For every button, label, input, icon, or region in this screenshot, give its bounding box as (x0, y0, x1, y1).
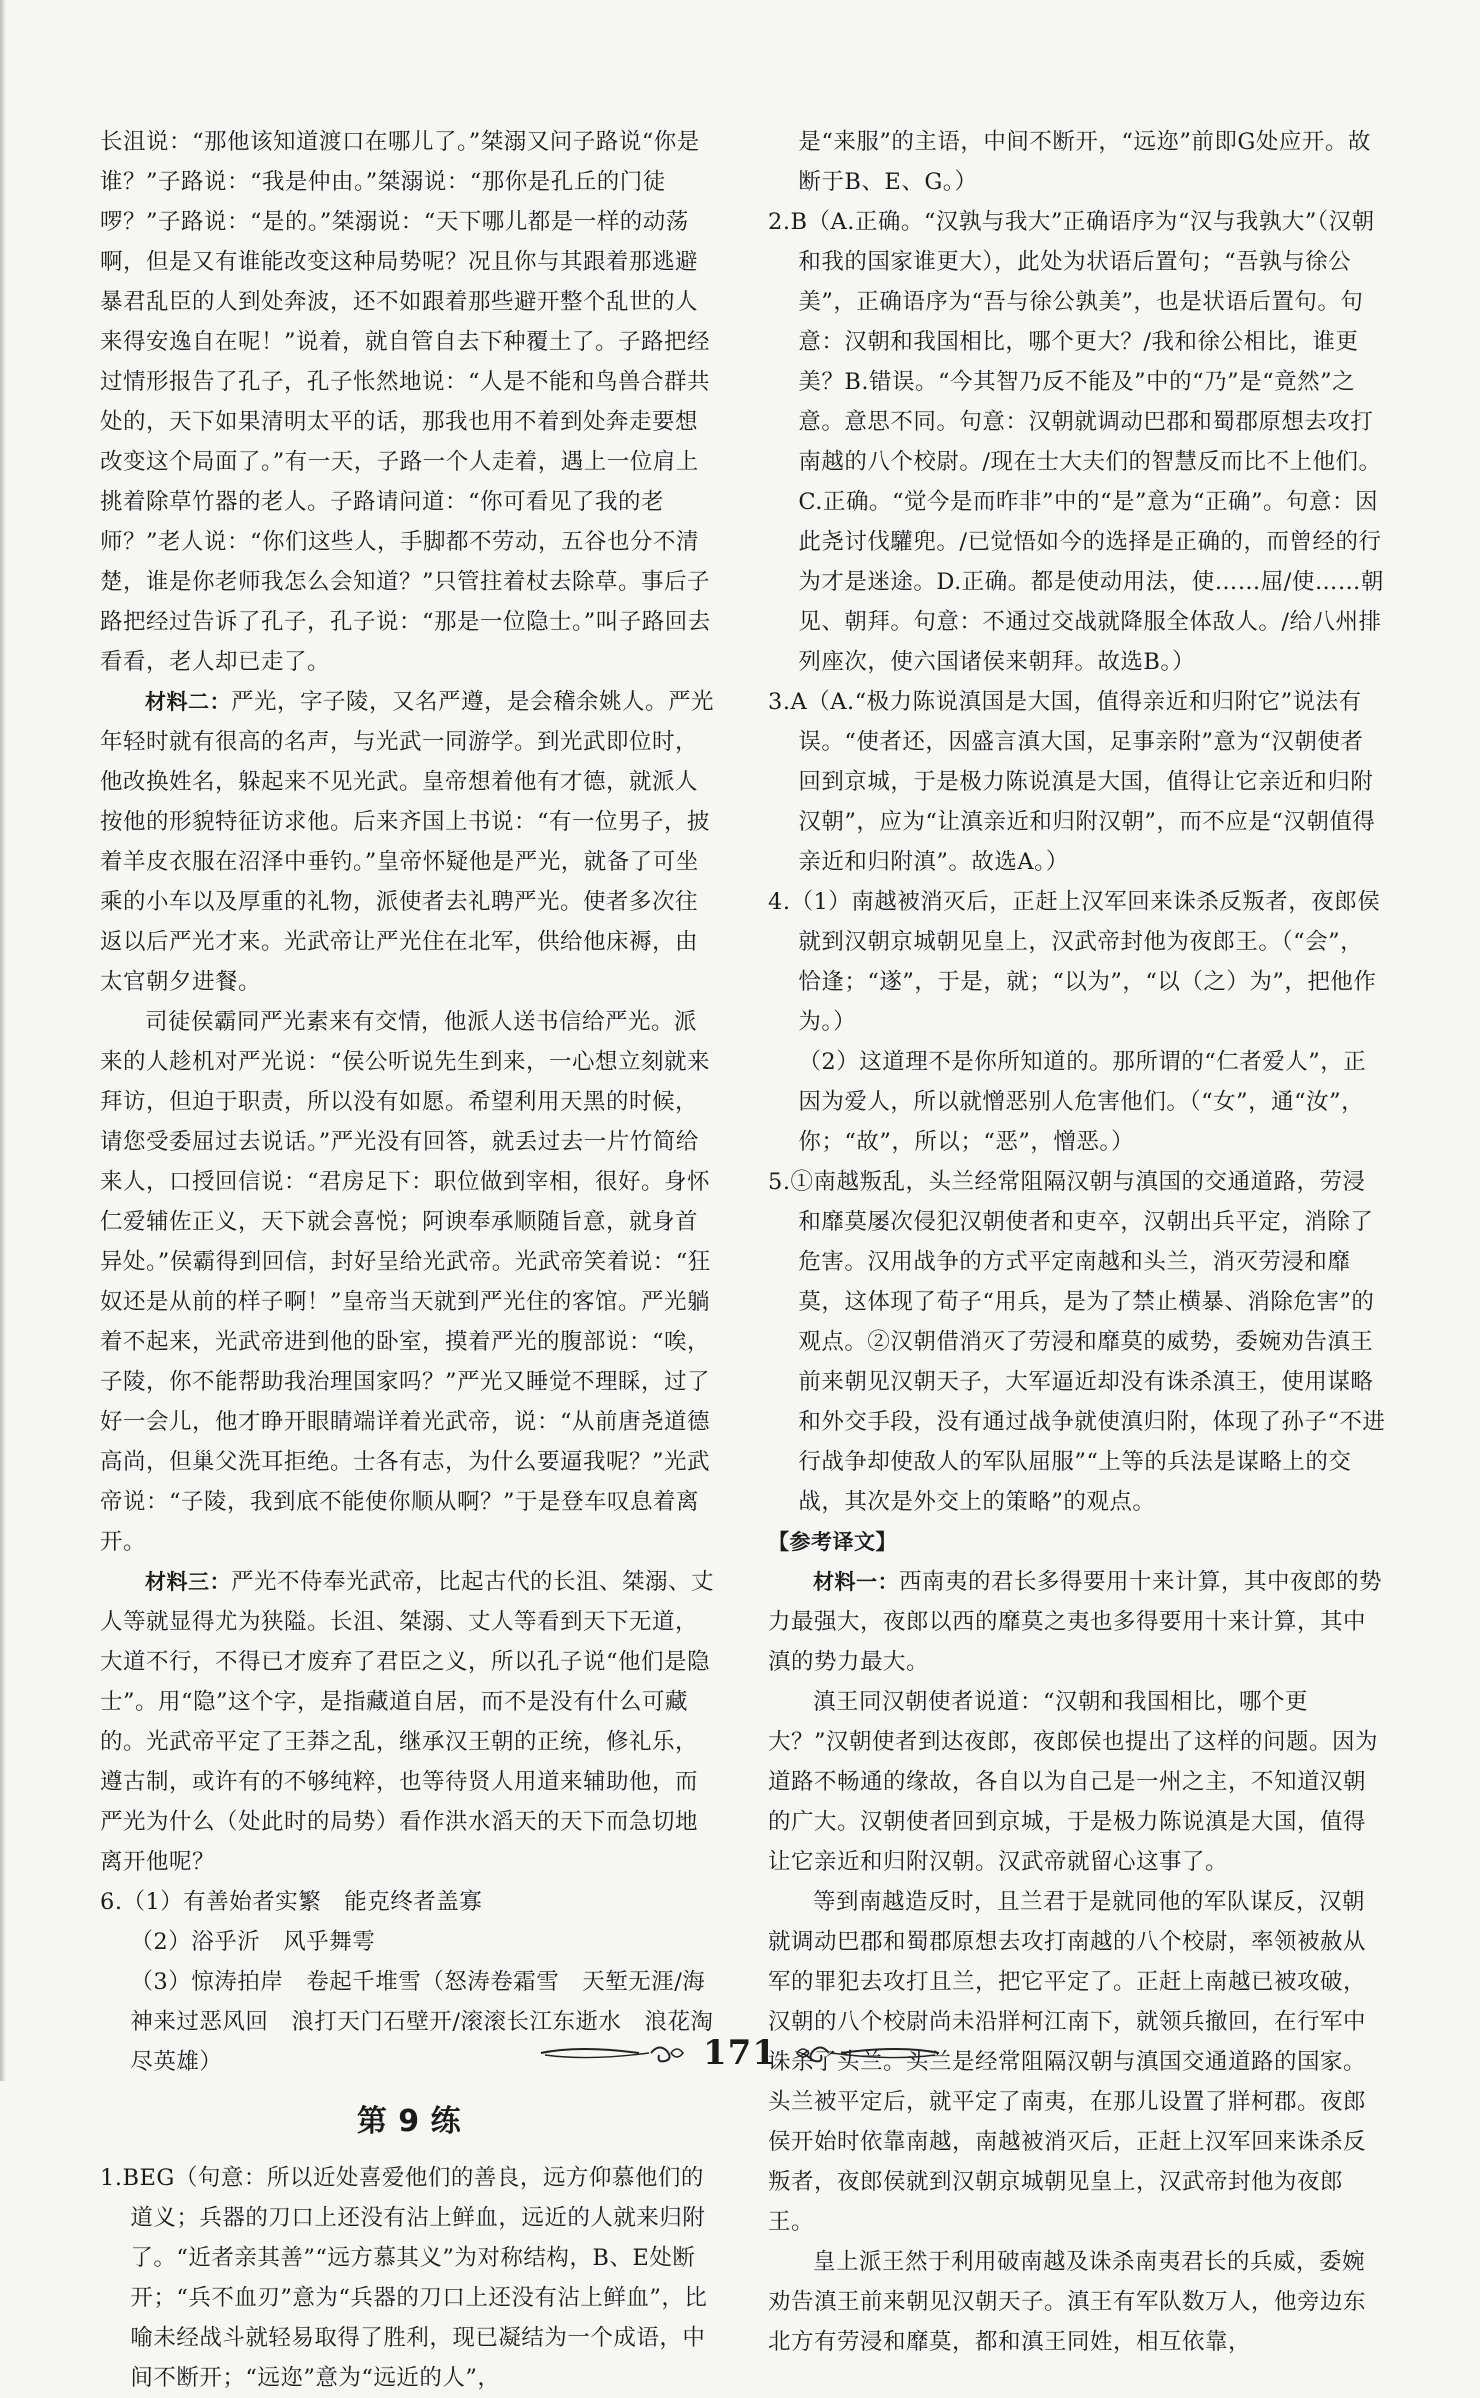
answer-1-continued: 是“来服”的主语，中间不断开，“远迩”前即G处应开。故断于B、E、G。） (798, 129, 1371, 195)
answer-4-2: （2）这道理不是你所知道的。那所谓的“仁者爱人”，正因为爱人，所以就憎恶别人危害他们。（“女”，通“汝”，你；“故”，所以；“恶”，憎恶。） (798, 1049, 1367, 1155)
material-text: 西南夷的君长多得要用十来计算，其中夜郎的势力最强大，夜郎以西的靡莫之夷也多得要用十来计算，其中滇的势力最大。 (768, 1569, 1383, 1675)
answer-6-3: （3）惊涛拍岸 卷起千堆雪（怒涛卷霜雪 天堑无涯/海神来过恶风回 浪打天门石壁开/滚滚长江东逝水 浪花淘尽英雄） (130, 1969, 714, 2075)
reference-translation-heading (768, 1522, 1386, 1562)
material-three (100, 1562, 718, 1882)
material-one (768, 1562, 1386, 1682)
answer-1: 1.BEG（句意：所以近处喜爱他们的善良，远方仰慕他们的道义；兵器的刀口上还没有沾上鲜血，远近的人就来归附了。“近者亲其善”“远方慕其义”为对称结构，B、E处断开；“兵不血刃”意为“兵器的刀口上还没有沾上鲜血”，比喻未经战斗就轻易取得了胜利，现已凝结为一个成语，中间不断开；“远迩”意为“远近的人”， (100, 2165, 708, 2391)
page-number: 171 (703, 2033, 777, 2073)
answer-6-2: （2）浴乎沂 风乎舞雩 (130, 1929, 376, 1955)
material-text: 严光，字子陵，又名严遵，是会稽余姚人。严光年轻时就有很高的名声，与光武一同游学。到光武即位时，他改换姓名，躲起来不见光武。皇帝想着他有才德，就派人按他的形貌特征访求他。后来齐国上书说：“有一位男子，披着羊皮衣服在沼泽中垂钓。”皇帝怀疑他是严光，就备了可坐乘的小车以及厚重的礼物，派使者去礼聘严光。使者多次往返以后严光才来。光武帝让严光住在北军，供给他床褥，由太官朝夕进餐。 (100, 689, 715, 995)
paragraph: 皇上派王然于利用破南越及诛杀南夷君长的兵威，委婉劝告滇王前来朝见汉朝天子。滇王有军队数万人，他旁边东北方有劳浸和靡莫，都和滇王同姓，相互依靠， (768, 2249, 1367, 2355)
material-label: 材料二： (145, 690, 231, 714)
page-footer (0, 2033, 1480, 2073)
paragraph: 长沮说：“那他该知道渡口在哪儿了。”桀溺又问子路说“你是谁？”子路说：“我是仲由。”桀溺说：“那你是孔丘的门徒啰？”子路说：“是的。”桀溺说：“天下哪儿都是一样的动荡啊，但是又有谁能改变这种局势呢？况且你与其跟着那逃避暴君乱臣的人到处奔波，还不如跟着那些避开整个乱世的人来得安逸自在呢！”说着，就自管自去下种覆土了。子路把经过情形报告了孔子，孔子怅然地说：“人是不能和鸟兽合群共处的，天下如果清明太平的话，那我也用不着到处奔走要想改变这个局面了。”有一天，子路一个人走着，遇上一位肩上挑着除草竹器的老人。子路请问道：“你可看见了我的老师？”老人说：“你们这些人，手脚都不劳动，五谷也分不清楚，谁是你老师我怎么会知道？”只管拄着杖去除草。事后子路把经过告诉了孔子，孔子说：“那是一位隐士。”叫子路回去看看，老人却已走了。 (100, 129, 711, 675)
material-label: 材料三： (145, 1570, 231, 1594)
answer-5: 5.①南越叛乱，头兰经常阻隔汉朝与滇国的交通道路，劳浸和靡莫屡次侵犯汉朝使者和吏卒，汉朝出兵平定，消除了危害。汉用战争的方式平定南越和头兰，消灭劳浸和靡莫，这体现了荀子“用兵，是为了禁止横暴、消除危害”的观点。②汉朝借消灭了劳浸和靡莫的威势，委婉劝告滇王前来朝见汉朝天子，大军逼近却没有诛杀滇王，使用谋略和外交手段，没有通过战争就使滇归附，体现了孙子“不进行战争却使敌人的军队屈服”“上等的兵法是谋略上的交战，其次是外交上的策略”的观点。 (768, 1169, 1386, 1515)
answer-4-1: 4.（1）南越被消灭后，正赶上汉军回来诛杀反叛者，夜郎侯就到汉朝京城朝见皇上，汉武帝封他为夜郎王。（“会”，恰逢；“遂”，于是，就；“以为”，“以（之）为”，把他作为。） (768, 889, 1381, 1035)
material-text: 严光不侍奉光武帝，比起古代的长沮、桀溺、丈人等就显得尤为狭隘。长沮、桀溺、丈人等看到天下无道，大道不行，不得已才废弃了君臣之义，所以孔子说“他们是隐士”。用“隐”这个字，是指藏道自居，而不是没有什么可藏的。光武帝平定了王莽之乱，继承汉王朝的正统，修礼乐，遵古制，或许有的不够纯粹，也等待贤人用道来辅助他，而严光为什么（处此时的局势）看作洪水滔天的天下而急切地离开他呢？ (100, 1569, 715, 1875)
answer-3: 3.A（A.“极力陈说滇国是大国，值得亲近和归附它”说法有误。“使者还，因盛言滇大国，足事亲附”意为“汉朝使者回到京城，于是极力陈说滇是大国，值得让它亲近和归附汉朝”，应为“让滇亲近和归附汉朝”，而不应是“汉朝值得亲近和归附滇”。故选A。） (768, 689, 1376, 875)
paragraph: 等到南越造反时，且兰君于是就同他的军队谋反，汉朝就调动巴郡和蜀郡原想去攻打南越的八个校尉，率领被赦从军的罪犯去攻打且兰，把它平定了。正赶上南越已被攻破，汉朝的八个校尉尚未沿牂柯江南下，就领兵撤回，在行军中诛杀了头兰。头兰是经常阻隔汉朝与滇国交通道路的国家。头兰被平定后，就平定了南夷，在那儿设置了牂柯郡。夜郎侯开始时依靠南越，南越被消灭后，正赶上汉军回来诛杀反叛者，夜郎侯就到汉朝京城朝见皇上，汉武帝封他为夜郎王。 (768, 1889, 1367, 2235)
left-ornament-icon (539, 2041, 689, 2065)
material-label: 材料一： (813, 1570, 899, 1594)
right-column (768, 122, 1386, 2362)
right-ornament-icon (791, 2041, 941, 2065)
answer-2: 2.B（A.正确。“汉孰与我大”正确语序为“汉与我孰大”（汉朝和我的国家谁更大），此处为状语后置句；“吾孰与徐公美”，正确语序为“吾与徐公孰美”，也是状语后置句。句意：汉朝和我国相比，哪个更大？/我和徐公相比，谁更美？B.错误。“今其智乃反不能及”中的“乃”是“竟然”之意。意思不同。句意：汉朝就调动巴郡和蜀郡原想去攻打南越的八个校尉。/现在士大夫们的智慧反而比不上他们。C.正确。“觉今是而昨非”中的“是”意为“正确”。句意：因此尧讨伐驩兜。/已觉悟如今的选择是正确的，而曾经的行为才是迷途。D.正确。都是使动用法，使……屈/使……朝见、朝拜。句意：不通过交战就降服全体敌人。/给八州排列座次，使六国诸侯来朝拜。故选B。） (768, 209, 1384, 675)
answer-6-1: 6.（1）有善始者实繁 能克终者盖寡 (100, 1889, 483, 1915)
paragraph: 司徒侯霸同严光素来有交情，他派人送书信给严光。派来的人趁机对严光说：“侯公听说先生到来，一心想立刻就来拜访，但迫于职责，所以没有如愿。希望利用天黑的时候，请您受委屈过去说话。”严光没有回答，就丢过去一片竹简给来人，口授回信说：“君房足下：职位做到宰相，很好。身怀仁爱辅佐正义，天下就会喜悦；阿谀奉承顺随旨意，就身首异处。”侯霸得到回信，封好呈给光武帝。光武帝笑着说：“狂奴还是从前的样子啊！”皇帝当天就到严光住的客馆。严光躺着不起来，光武帝进到他的卧室，摸着严光的腹部说：“唉，子陵，你不能帮助我治理国家吗？”严光又睡觉不理睬，过了好一会儿，他才睁开眼睛端详着光武帝，说：“从前唐尧道德高尚，但巢父洗耳拒绝。士各有志，为什么要逼我呢？”光武帝说：“子陵，我到底不能使你顺从啊？”于是登车叹息着离开。 (100, 1009, 711, 1555)
section-title: 第 9 练 (356, 2104, 462, 2139)
reference-label: 【参考译文】 (768, 1530, 897, 1554)
paragraph: 滇王同汉朝使者说道：“汉朝和我国相比，哪个更大？”汉朝使者到达夜郎，夜郎侯也提出了这样的问题。因为道路不畅通的缘故，各自以为自己是一州之主，不知道汉朝的广大。汉朝使者回到京城，于是极力陈说滇是大国，值得让它亲近和归附汉朝。汉武帝就留心这事了。 (768, 1689, 1379, 1875)
material-two (100, 682, 718, 1002)
binding-shadow (0, 0, 6, 2081)
